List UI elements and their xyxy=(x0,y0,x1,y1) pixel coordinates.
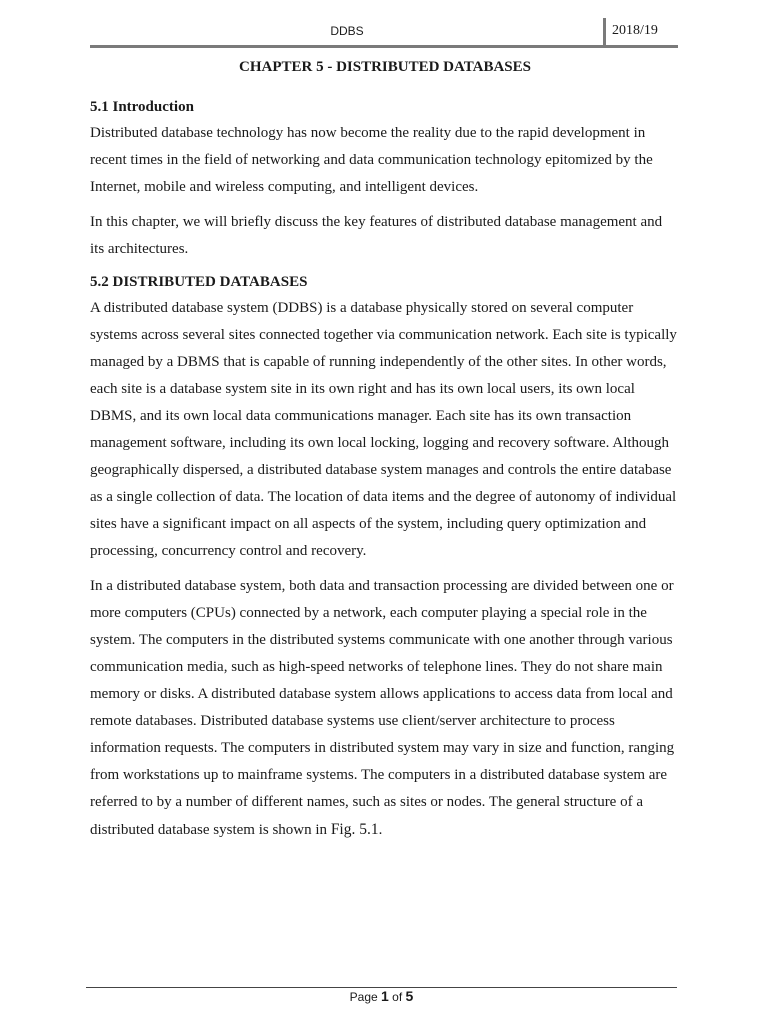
section-heading-introduction: 5.1 Introduction xyxy=(90,99,194,115)
figure-reference-suffix: . xyxy=(378,822,383,838)
footer-page-label: Page xyxy=(349,990,378,1004)
header-title: DDBS xyxy=(330,24,364,38)
chapter-title: CHAPTER 5 - DISTRIBUTED DATABASES xyxy=(238,59,531,75)
header-year: 2018/19 xyxy=(612,23,658,38)
footer-total-pages: 5 xyxy=(405,988,414,1004)
footer-page-number: 1 xyxy=(381,988,389,1004)
page-content xyxy=(90,56,680,852)
paragraph-intro-1: Distributed database technology has now become the reality due to the rapid development in recent times in the field of networking and data communication technology epitomized by the Internet, mobile and wireless computing, and intelligent devices. xyxy=(90,125,653,195)
paragraph-ddb-2-text: In a distributed database system, both data and transaction processing are divided between one or more computers (CPUs) connected by a network, each computer playing a special role in the system. The computers in the distributed systems communicate with one another through various communication media, such as high-speed networks of telephone lines. They do not share main memory or disks. A distributed database system allows applications to access data from local and remote databases. Distributed database systems use client/server architecture to process information requests. The computers in distributed system may vary in size and function, ranging from workstations up to mainframe systems. The computers in a distributed database system are referred to by a number of different names, such as sites or nodes. The general structure of a distributed database system is shown in xyxy=(90,578,675,838)
paragraph-ddb-1: A distributed database system (DDBS) is a database physically stored on several computer systems across several sites connected together via communication network. Each site is typically managed by a DBMS that is capable of running independently of the other sites. In other words, each site is a database system site in its own right and has its own local users, its own local DBMS, and its own local data communications manager. Each site has its own transaction management software, including its own local locking, logging and recovery software. Although geographically dispersed, a distributed database system manages and controls the entire database as a single collection of data. The location of data items and the degree of autonomy of individual sites have a significant impact on all aspects of the system, including query optimization and processing, concurrency control and recovery. xyxy=(90,300,677,559)
footer-of-label: of xyxy=(392,990,403,1004)
header-rule xyxy=(90,45,678,48)
page-footer xyxy=(86,988,677,1004)
paragraph-ddb-2 xyxy=(90,573,680,844)
header-vertical-divider xyxy=(603,18,606,46)
figure-reference: Fig. 5.1 xyxy=(330,821,379,838)
paragraph-intro-2: In this chapter, we will briefly discuss the key features of distributed database management and its architectures. xyxy=(90,214,663,257)
page-header xyxy=(90,18,678,48)
section-heading-distributed-databases: 5.2 DISTRIBUTED DATABASES xyxy=(90,274,308,290)
